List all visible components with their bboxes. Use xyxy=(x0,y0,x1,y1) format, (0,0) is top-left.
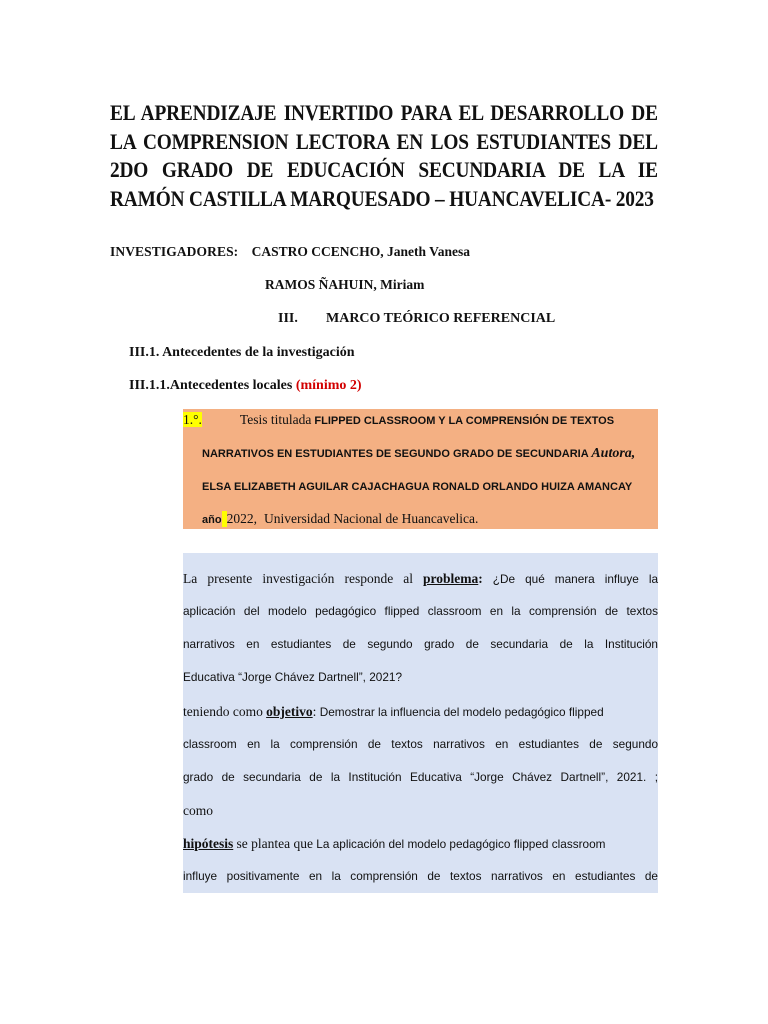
objective-text-1: Demostrar la influencia del modelo pedagógico flipped xyxy=(319,705,604,719)
investigator-name-2: RAMOS ÑAHUIN, Miriam xyxy=(265,277,425,292)
subsection-note: (mínimo 2) xyxy=(295,378,362,393)
problem-line-2: aplicación del modelo pedagógico flipped classroom en la comprensión de textos xyxy=(183,604,658,618)
antecedent-year: 2022, xyxy=(226,511,257,526)
section-heading xyxy=(278,311,555,327)
hypothesis-label: hipótesis xyxy=(183,836,234,851)
antecedent-title-2: NARRATIVOS EN ESTUDIANTES DE SEGUNDO GRADO DE SECUNDARIA xyxy=(202,448,589,460)
antecedent-author-label: Autora, xyxy=(591,446,636,461)
problem-text-1: ¿De qué manera influye la xyxy=(492,572,659,586)
objective-intro: teniendo como xyxy=(183,704,263,719)
antecedent-line-1 xyxy=(183,412,614,428)
section-title: MARCO TEÓRICO REFERENCIAL xyxy=(326,311,556,326)
objective-label: objetivo xyxy=(266,704,313,719)
investigators-label: INVESTIGADORES: xyxy=(110,244,239,259)
subsection-title: III.1.1.Antecedentes locales xyxy=(129,378,293,393)
hypothesis-text-1: La aplicación del modelo pedagógico flipped classroom xyxy=(316,837,606,851)
investigator-name-1: CASTRO CCENCHO, Janeth Vanesa xyxy=(251,244,470,259)
antecedent-university: Universidad Nacional de Huancavelica. xyxy=(264,511,479,526)
objective-line-1: teniendo como objetivo: Demostrar la influencia del modelo pedagógico flipped xyxy=(183,704,604,719)
problem-line-1 xyxy=(183,571,658,587)
objective-line-3: grado de secundaria de la Institución Educativa “Jorge Chávez Dartnell”, 2021. ; xyxy=(183,770,658,784)
hypothesis-line-1 xyxy=(183,836,658,852)
problem-intro: La presente investigación responde al xyxy=(183,571,414,586)
antecedent-authors: ELSA ELIZABETH AGUILAR CAJACHAGUA RONALD ORLANDO HUIZA AMANCAY xyxy=(202,481,633,493)
antecedent-line-2 xyxy=(202,446,635,462)
problem-line-4: Educativa “Jorge Chávez Dartnell”, 2021? xyxy=(183,670,403,684)
document-title: EL APRENDIZAJE INVERTIDO PARA EL DESARROLLO DE LA COMPRENSION LECTORA EN LOS ESTUDIANTES DEL 2DO GRADO DE EDUCACIÓN SECUNDARIA DE LA IE RAMÓN CASTILLA MARQUESADO – HUANCAVELICA- 2023 xyxy=(110,100,658,211)
hypothesis-intro: se plantea que xyxy=(236,836,314,851)
objective-line-2: classroom en la comprensión de textos narrativos en estudiantes de segundo xyxy=(183,737,658,751)
antecedent-title-1: FLIPPED CLASSROOM Y LA COMPRENSIÓN DE TEXTOS xyxy=(314,415,615,427)
problem-line-3: narrativos en estudiantes de segundo grado de secundaria de la Institución xyxy=(183,637,658,651)
section-roman-numeral: III. xyxy=(278,311,298,326)
antecedent-intro: Tesis titulada xyxy=(239,412,312,427)
hypothesis-line-2: influye positivamente en la comprensión de textos narrativos en estudiantes de xyxy=(183,869,658,883)
subsection-heading-2 xyxy=(129,378,362,394)
problem-colon: : xyxy=(478,571,483,586)
investigators-line xyxy=(110,244,470,260)
objective-line-4: como xyxy=(183,803,213,818)
antecedent-line-4 xyxy=(202,511,478,527)
antecedent-year-label: año xyxy=(202,514,222,526)
summary-box xyxy=(183,553,658,893)
antecedent-box xyxy=(183,409,658,529)
problem-label: problema xyxy=(423,571,479,586)
subsection-heading-1: III.1. Antecedentes de la investigación xyxy=(129,345,355,360)
antecedent-number: 1.°. xyxy=(183,412,202,427)
